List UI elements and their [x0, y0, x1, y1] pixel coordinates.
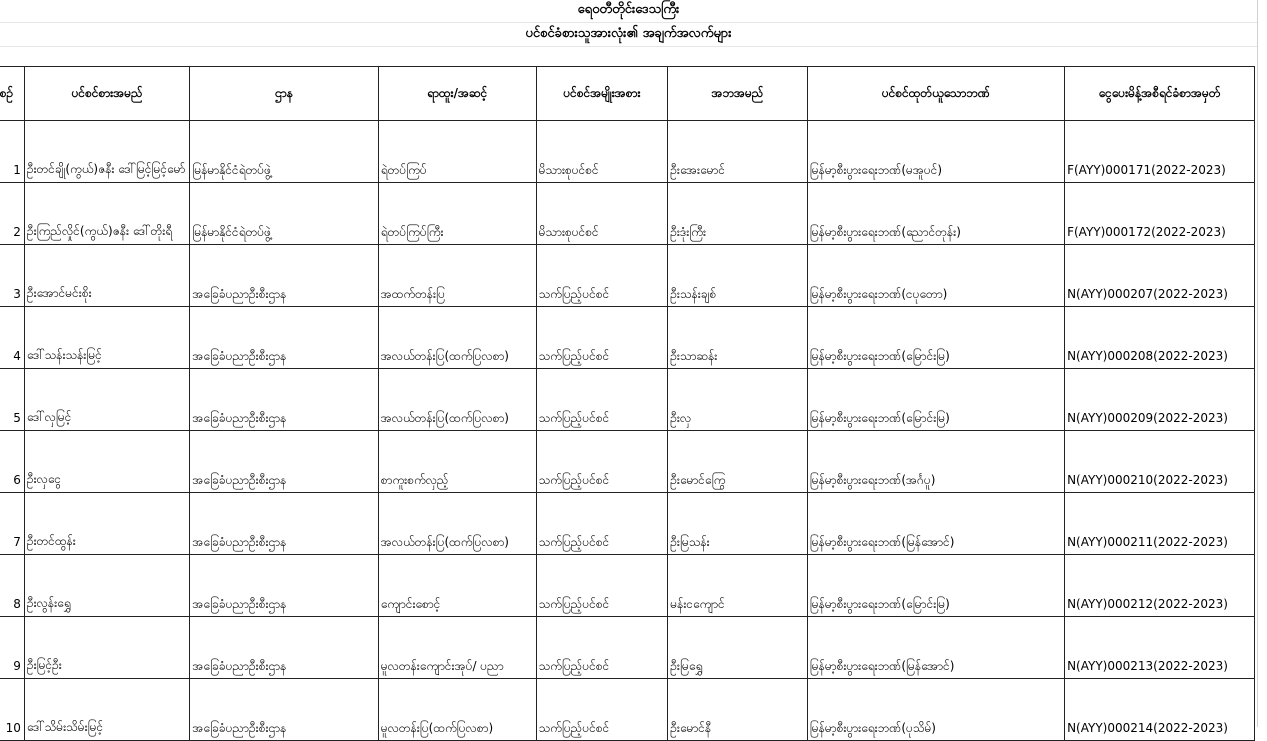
cell-ref[interactable]: N(AYY)000207(2022-2023) [1065, 245, 1255, 307]
cell-name[interactable]: ဒေါ်သန်းသန်းမြင့် [24, 307, 189, 369]
table-row [0, 121, 1255, 183]
table-row [0, 183, 1255, 245]
cell-bank[interactable]: မြန်မာ့စီးပွားရေးဘဏ်(အင်္ဂပူ) [807, 431, 1064, 493]
cell-no[interactable]: 6 [0, 431, 24, 493]
header-cell-rank[interactable]: ရာထူး/အဆင့် [378, 67, 536, 121]
cell-dept[interactable]: အခြေခံပညာဦးစီးဌာန [190, 679, 378, 741]
table-row [0, 245, 1255, 307]
cell-ref[interactable]: F(AYY)000171(2022-2023) [1065, 121, 1255, 183]
pension-table [0, 66, 1255, 741]
cell-name[interactable]: ဒေါ်လှမြင့် [24, 369, 189, 431]
cell-father[interactable]: ဦးမောင်ကြွေ [668, 431, 807, 493]
table-row [0, 493, 1255, 555]
cell-dept[interactable]: အခြေခံပညာဦးစီးဌာန [190, 493, 378, 555]
cell-bank[interactable]: မြန်မာ့စီးပွားရေးဘဏ်(ငပုတော) [807, 245, 1064, 307]
cell-name[interactable]: ဦးမြင့်ဦး [24, 617, 189, 679]
cell-bank[interactable]: မြန်မာ့စီးပွားရေးဘဏ်(မြောင်းမြ) [807, 555, 1064, 617]
cell-name[interactable]: ဦးအောင်မင်းစိုး [24, 245, 189, 307]
cell-rank[interactable]: ရဲတပ်ကြပ် [378, 121, 536, 183]
cell-rank[interactable]: မူလတန်းပြ(ထက်ပြလစာ) [378, 679, 536, 741]
cell-type[interactable]: မိသားစုပင်စင် [536, 183, 668, 245]
sheet-subtitle[interactable]: ပင်စင်ခံစားသူအားလုံး၏ အချက်အလက်များ [525, 26, 732, 41]
cell-rank[interactable]: ရဲတပ်ကြပ်ကြီး [378, 183, 536, 245]
cell-bank[interactable]: မြန်မာ့စီးပွားရေးဘဏ်(ပုသိမ်) [807, 679, 1064, 741]
cell-type[interactable]: သက်ပြည့်ပင်စင် [536, 493, 668, 555]
table-row [0, 617, 1255, 679]
cell-dept[interactable]: မြန်မာနိုင်ငံရဲတပ်ဖွဲ့ [190, 183, 378, 245]
cell-no[interactable]: 7 [0, 493, 24, 555]
cell-dept[interactable]: အခြေခံပညာဦးစီးဌာန [190, 307, 378, 369]
cell-father[interactable]: ဦးသာဆန်း [668, 307, 807, 369]
cell-ref[interactable]: N(AYY)000208(2022-2023) [1065, 307, 1255, 369]
cell-father[interactable]: ဦးသန်းချစ် [668, 245, 807, 307]
cell-name[interactable]: ဦးလွန်းရွှေ [24, 555, 189, 617]
cell-name[interactable]: ဦးတင်ချို(ကွယ်)ဇနီး ဒေါ်မြင့်မြင့်မော် [24, 121, 189, 183]
cell-no[interactable]: 8 [0, 555, 24, 617]
cell-dept[interactable]: အခြေခံပညာဦးစီးဌာန [190, 431, 378, 493]
header-cell-type[interactable]: ပင်စင်အမျိုးအစား [536, 67, 668, 121]
cell-rank[interactable]: အလယ်တန်းပြ(ထက်ပြလစာ) [378, 307, 536, 369]
cell-father[interactable]: ဦးအေးမောင် [668, 121, 807, 183]
header-cell-name[interactable]: ပင်စင်စားအမည် [24, 67, 189, 121]
cell-dept[interactable]: အခြေခံပညာဦးစီးဌာန [190, 555, 378, 617]
cell-bank[interactable]: မြန်မာ့စီးပွားရေးဘဏ်(မအူပင်) [807, 121, 1064, 183]
cell-no[interactable]: 9 [0, 617, 24, 679]
cell-rank[interactable]: အလယ်တန်းပြ(ထက်ပြလစာ) [378, 493, 536, 555]
sheet-edge [1257, 0, 1267, 727]
cell-rank[interactable]: စာကူးစက်လှည့် [378, 431, 536, 493]
cell-father[interactable]: မန်းငကျောင် [668, 555, 807, 617]
sheet-title[interactable]: ရေဝတီတိုင်းဒေသကြီး [577, 2, 680, 17]
cell-type[interactable]: သက်ပြည့်ပင်စင် [536, 679, 668, 741]
cell-type[interactable]: သက်ပြည့်ပင်စင် [536, 369, 668, 431]
cell-ref[interactable]: N(AYY)000209(2022-2023) [1065, 369, 1255, 431]
cell-bank[interactable]: မြန်မာ့စီးပွားရေးဘဏ်(မြန်အောင်) [807, 493, 1064, 555]
cell-no[interactable]: 2 [0, 183, 24, 245]
cell-rank[interactable]: အထက်တန်းပြ [378, 245, 536, 307]
cell-bank[interactable]: မြန်မာ့စီးပွားရေးဘဏ်(မြန်အောင်) [807, 617, 1064, 679]
cell-ref[interactable]: N(AYY)000212(2022-2023) [1065, 555, 1255, 617]
header-cell-ref[interactable]: ငွေပေးမိန့်အစီရင်ခံစာအမှတ် [1065, 67, 1255, 121]
cell-father[interactable]: ဦးမြသန်း [668, 493, 807, 555]
cell-dept[interactable]: မြန်မာနိုင်ငံရဲတပ်ဖွဲ့ [190, 121, 378, 183]
cell-no[interactable]: 4 [0, 307, 24, 369]
cell-type[interactable]: မိသားစုပင်စင် [536, 121, 668, 183]
cell-dept[interactable]: အခြေခံပညာဦးစီးဌာန [190, 245, 378, 307]
cell-type[interactable]: သက်ပြည့်ပင်စင် [536, 245, 668, 307]
table-row [0, 369, 1255, 431]
header-cell-dept[interactable]: ဌာန [190, 67, 378, 121]
cell-ref[interactable]: N(AYY)000211(2022-2023) [1065, 493, 1255, 555]
cell-type[interactable]: သက်ပြည့်ပင်စင် [536, 307, 668, 369]
cell-ref[interactable]: F(AYY)000172(2022-2023) [1065, 183, 1255, 245]
cell-type[interactable]: သက်ပြည့်ပင်စင် [536, 431, 668, 493]
table-row [0, 555, 1255, 617]
cell-rank[interactable]: မူလတန်းကျောင်းအုပ်/ ပညာ [378, 617, 536, 679]
header-cell-bank[interactable]: ပင်စင်ထုတ်ယူသောဘဏ် [807, 67, 1064, 121]
cell-father[interactable]: ဦးမြရွှေ [668, 617, 807, 679]
cell-dept[interactable]: အခြေခံပညာဦးစီးဌာန [190, 617, 378, 679]
cell-ref[interactable]: N(AYY)000213(2022-2023) [1065, 617, 1255, 679]
cell-father[interactable]: ဦးလှ [668, 369, 807, 431]
cell-no[interactable]: 10 [0, 679, 24, 741]
cell-bank[interactable]: မြန်မာ့စီးပွားရေးဘဏ်(မြောင်းမြ) [807, 307, 1064, 369]
cell-type[interactable]: သက်ပြည့်ပင်စင် [536, 555, 668, 617]
cell-bank[interactable]: မြန်မာ့စီးပွားရေးဘဏ်(မြောင်းမြ) [807, 369, 1064, 431]
cell-rank[interactable]: ကျောင်းစောင့် [378, 555, 536, 617]
cell-name[interactable]: ဦးလှငွေ [24, 431, 189, 493]
cell-dept[interactable]: အခြေခံပညာဦးစီးဌာန [190, 369, 378, 431]
cell-name[interactable]: ဦးကြည်လှိုင်(ကွယ်)ဇနီး ဒေါ်တိုးရီ [24, 183, 189, 245]
table-row [0, 431, 1255, 493]
cell-ref[interactable]: N(AYY)000210(2022-2023) [1065, 431, 1255, 493]
cell-father[interactable]: ဦးမောင်နီ [668, 679, 807, 741]
gridline [0, 46, 1267, 47]
cell-bank[interactable]: မြန်မာ့စီးပွားရေးဘဏ်(ညောင်တုန်း) [807, 183, 1064, 245]
cell-name[interactable]: ဒေါ်သိမ်းသိမ်းမြင့် [24, 679, 189, 741]
cell-type[interactable]: သက်ပြည့်ပင်စင် [536, 617, 668, 679]
header-cell-no[interactable]: စဉ် [0, 67, 24, 121]
table-row [0, 307, 1255, 369]
cell-no[interactable]: 3 [0, 245, 24, 307]
cell-rank[interactable]: အလယ်တန်းပြ(ထက်ပြလစာ) [378, 369, 536, 431]
cell-no[interactable]: 5 [0, 369, 24, 431]
cell-no[interactable]: 1 [0, 121, 24, 183]
table-body [0, 121, 1255, 741]
header-cell-father[interactable]: အဘအမည် [668, 67, 807, 121]
cell-father[interactable]: ဦးဒုံးကြီး [668, 183, 807, 245]
header-row [0, 67, 1255, 121]
cell-name[interactable]: ဦးတင်ထွန်း [24, 493, 189, 555]
cell-ref[interactable]: N(AYY)000214(2022-2023) [1065, 679, 1255, 741]
table-row [0, 679, 1255, 741]
